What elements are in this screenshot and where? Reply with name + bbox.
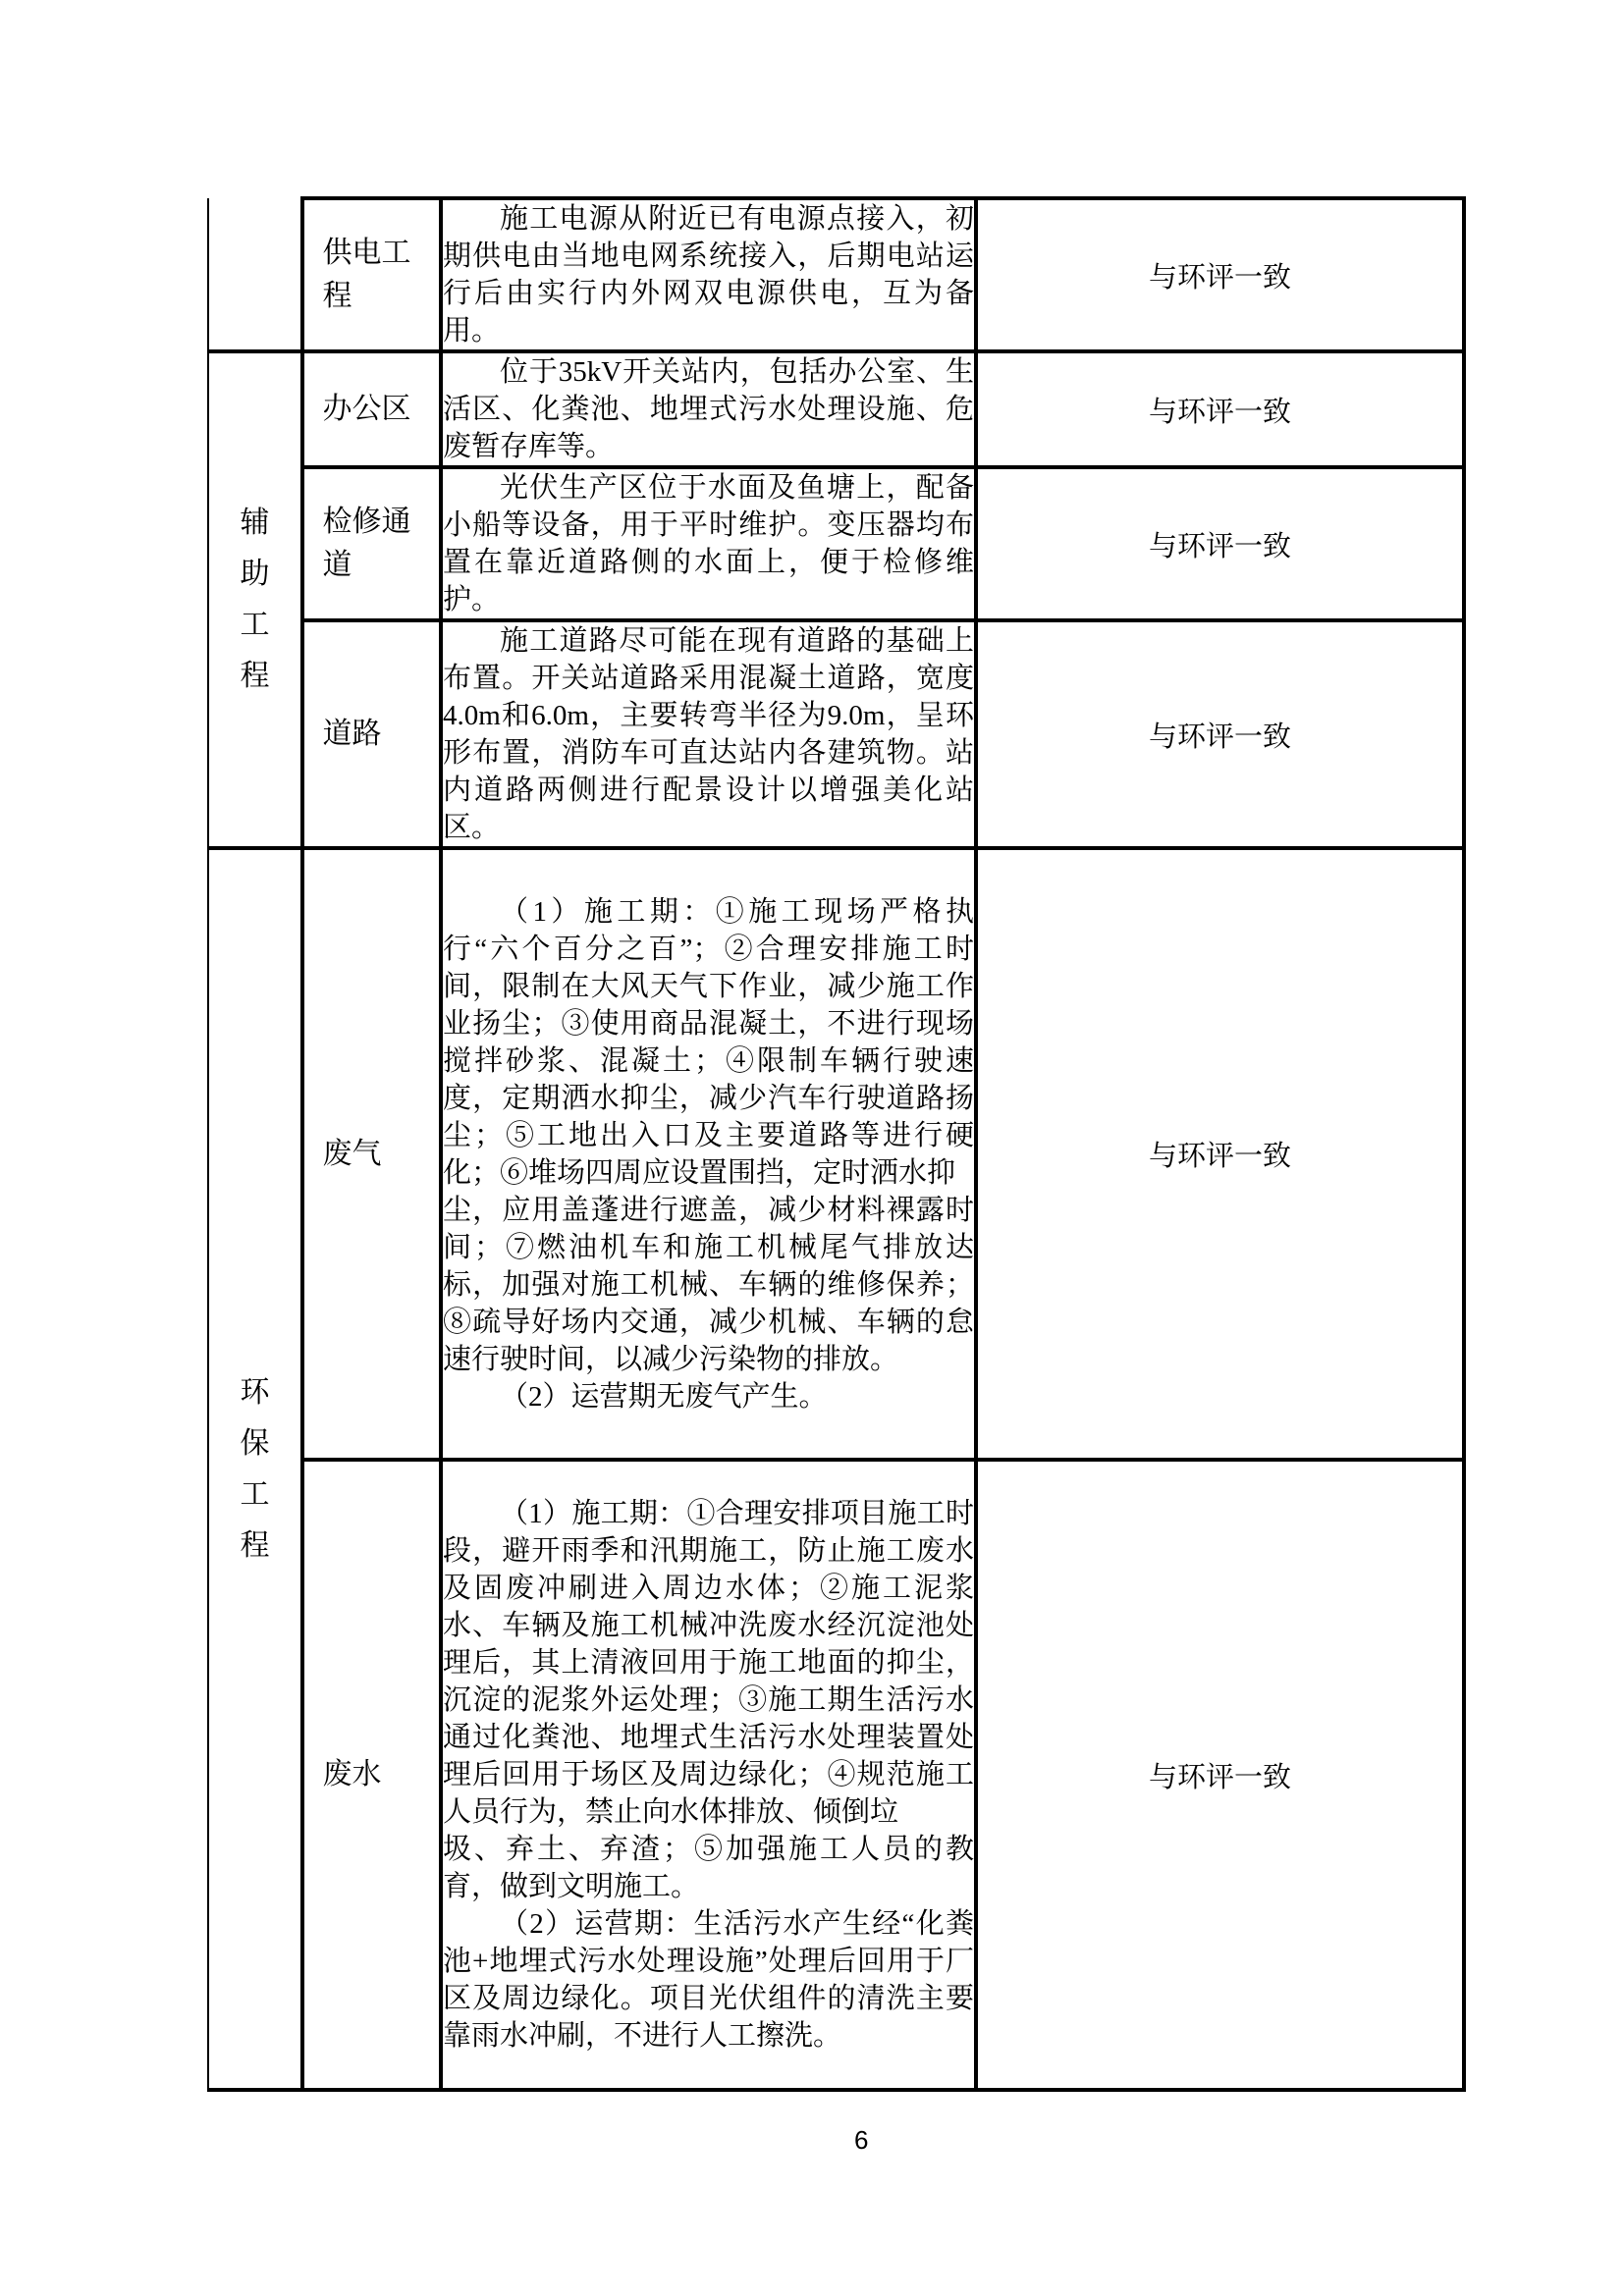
description-cell: [441, 620, 976, 848]
table-row: [208, 848, 1464, 1460]
item-label: 废水: [322, 1758, 382, 1790]
description-paragraph: 尘，应用盖蓬进行遮盖，减少材料裸露时间；⑦燃油机车和施工机械尾气排放达标，加强对施工机械、车辆的维修保养；⑧疏导好场内交通，减少机械、车辆的怠速行驶时间，以减少污染物的排放。: [443, 1194, 974, 1375]
section-label: 环保工程: [240, 1375, 270, 1562]
description-paragraph: 位于35kV开关站内，包括办公室、生活区、化粪池、地埋式污水处理设施、危废暂存库等。: [443, 356, 974, 462]
description-paragraph: 施工道路尽可能在现有道路的基础上布置。开关站道路采用混凝土道路，宽度4.0m和6.0m，主要转弯半径为9.0m，呈环形布置，消防车可直达站内各建筑物。站内道路两侧进行配景设计以增强美化站区。: [443, 625, 974, 843]
status-cell: 与环评一致: [976, 848, 1464, 1460]
page-number: 6: [854, 2125, 869, 2155]
status-cell: 与环评一致: [976, 1460, 1464, 2090]
item-label: 道路: [322, 718, 382, 750]
item-name-cell: [302, 198, 441, 351]
description-cell: [441, 848, 976, 1460]
status-cell: 与环评一致: [976, 620, 1464, 848]
item-name-cell: [302, 351, 441, 467]
section-cell-environmental: [208, 848, 302, 2090]
item-label: 办公区: [322, 393, 411, 425]
eia-comparison-table: [207, 196, 1466, 2092]
item-name-cell: [302, 848, 441, 1460]
description-cell: [441, 467, 976, 620]
status-cell: 与环评一致: [976, 198, 1464, 351]
table-row: [208, 1460, 1464, 2090]
item-name-cell: [302, 467, 441, 620]
table-row: [208, 467, 1464, 620]
description-cell: [441, 351, 976, 467]
table-row: [208, 620, 1464, 848]
description-paragraph: 圾、弃土、弃渣；⑤加强施工人员的教育，做到文明施工。: [443, 1834, 974, 1902]
status-cell: 与环评一致: [976, 351, 1464, 467]
description-paragraph: 施工电源从附近已有电源点接入，初期供电由当地电网系统接入，后期电站运行后由实行内外网双电源供电，互为备用。: [443, 203, 974, 347]
item-label: 废气: [322, 1137, 382, 1170]
description-paragraph: （1）施工期：①施工现场严格执行“六个百分之百”；②合理安排施工时间，限制在大风天气下作业，减少施工作业扬尘；③使用商品混凝土，不进行现场搅拌砂浆、混凝土；④限制车辆行驶速度，定期洒水抑尘，减少汽车行驶道路扬尘；⑤工地出入口及主要道路等进行硬化；⑥堆场四周应设置围挡，定时洒水抑: [443, 895, 974, 1189]
item-name-cell: [302, 1460, 441, 2090]
description-cell: [441, 1460, 976, 2090]
item-label: 检修通道: [322, 506, 411, 581]
table-row: [208, 351, 1464, 467]
description-paragraph: （2）运营期无废气产生。: [500, 1380, 828, 1413]
description-paragraph: （1）施工期：①合理安排项目施工时段，避开雨季和汛期施工，防止施工废水及固废冲刷进入周边水体；②施工泥浆水、车辆及施工机械冲洗废水经沉淀池处理后，其上清液回用于施工地面的抑尘，沉淀的泥浆外运处理；③施工期生活污水通过化粪池、地埋式生活污水处理装置处理后回用于场区及周边绿化；④规范施工人员行为，禁止向水体排放、倾倒垃: [443, 1498, 974, 1828]
section-label: 辅助工程: [240, 507, 270, 692]
item-label: 供电工程: [322, 237, 411, 312]
status-cell: 与环评一致: [976, 467, 1464, 620]
item-name-cell: [302, 620, 441, 848]
description-paragraph: （2）运营期：生活污水产生经“化粪池+地埋式污水处理设施”处理后回用于厂区及周边绿化。项目光伏组件的清洗主要靠雨水冲刷，不进行人工擦洗。: [443, 1908, 974, 2052]
description-paragraph: 光伏生产区位于水面及鱼塘上，配备小船等设备，用于平时维护。变压器均布置在靠近道路侧的水面上，便于检修维护。: [443, 472, 974, 615]
section-cell-auxiliary: [208, 351, 302, 848]
description-cell: [441, 198, 976, 351]
table-row: [208, 198, 1464, 351]
section-cell-continued: [208, 198, 302, 351]
